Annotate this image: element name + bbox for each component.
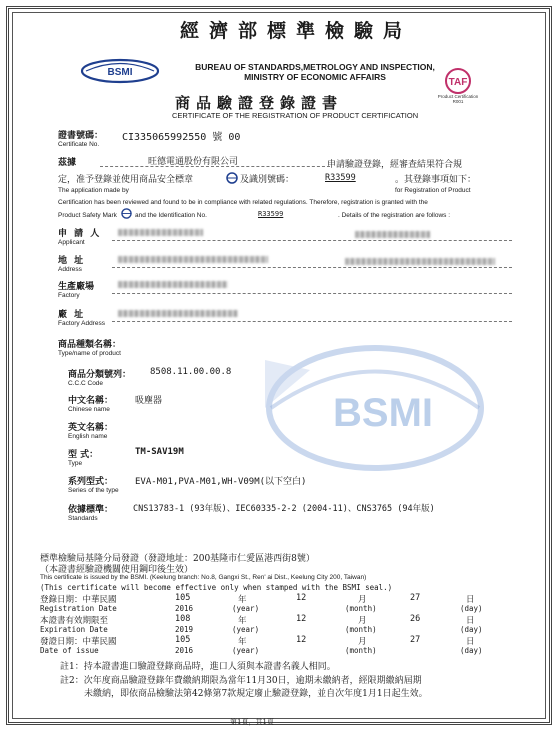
month-unit-en: (month) xyxy=(345,646,377,655)
en-line-3c: . Details of the registration are follows : xyxy=(338,212,450,219)
issue-date-year: 105 xyxy=(175,635,191,645)
registration-date-day: 27 xyxy=(410,593,421,603)
product-type-label-en: Type/name of product xyxy=(58,350,121,357)
month-unit-en: (month) xyxy=(345,625,377,634)
day-unit: 日 xyxy=(466,637,475,647)
issue-date-month: 12 xyxy=(296,635,307,645)
issue-date-label: 發證日期：中華民國 xyxy=(40,637,117,647)
factory-address-label: 廠 址 xyxy=(58,310,86,320)
factory-value-redacted xyxy=(118,281,228,288)
applicant-label: 申 請 人 xyxy=(58,229,102,239)
note-2a: 註2：次年度商品驗證登錄年費繳納期限為當年11月30日，逾期未繳納者，經限期繳納屆期 xyxy=(60,676,422,686)
year-unit: 年 xyxy=(238,637,247,647)
certificate-title-en: CERTIFICATE OF THE REGISTRATION OF PRODUCT CERTIFICATION xyxy=(172,111,419,120)
identification-no: R33599 xyxy=(325,173,356,183)
year-unit-en: (year) xyxy=(232,625,260,634)
month-unit-en: (month) xyxy=(345,604,377,613)
english-name-label-en: English name xyxy=(68,433,108,440)
type-label-en: Type xyxy=(68,460,83,467)
standards-label-en: Standards xyxy=(68,515,98,522)
day-unit-en: (day) xyxy=(460,625,483,634)
product-type-label: 商品種類名稱： xyxy=(58,340,122,350)
chinese-name-label: 中文名稱： xyxy=(68,396,114,406)
cert-no-value: CI335065992550 號 00 xyxy=(122,132,241,143)
factory-address-value-redacted xyxy=(118,310,238,317)
en-line-1: The application made by xyxy=(58,187,129,194)
year-unit: 年 xyxy=(238,616,247,626)
factory-label: 生產廠場 xyxy=(58,282,95,292)
product-safety-mark-icon-en xyxy=(121,208,132,219)
expiration-date-label-en: Expiration Date xyxy=(40,625,108,634)
day-unit-en: (day) xyxy=(460,604,483,613)
applicant-label-en: Applicant xyxy=(58,239,85,246)
applicant-underline xyxy=(112,240,512,241)
ccc-label-en: C.C.C Code xyxy=(68,380,104,387)
day-unit: 日 xyxy=(466,595,475,605)
registration-date-ad: 2016 xyxy=(175,604,194,613)
month-unit: 月 xyxy=(358,595,367,605)
month-unit: 月 xyxy=(358,616,367,626)
type-value: TM-SAV19M xyxy=(135,447,184,457)
issuer-line-2: （本證書經驗證機關使用鋼印後生效） xyxy=(40,565,194,575)
company-name: 旺德電通股份有限公司 xyxy=(148,157,239,167)
certificate-title-zh: 商品驗證登錄證書 xyxy=(175,94,344,112)
series-label: 系列型式： xyxy=(68,477,114,487)
apply-text: 申請驗證登錄，經審查結果符合規 xyxy=(327,160,463,170)
bureau-title-en-1: BUREAU OF STANDARDS,METROLOGY AND INSPECTION, xyxy=(195,62,435,72)
address-underline xyxy=(112,267,512,268)
factory-address-label-en: Factory Address xyxy=(58,320,105,327)
cert-no-label: 證書號碼： xyxy=(58,131,104,141)
issue-date-label-en: Date of issue xyxy=(40,646,99,655)
chinese-name-value: 吸塵器 xyxy=(135,396,163,406)
en-line-1b: for Registration of Product xyxy=(395,187,471,194)
expiration-date-day: 26 xyxy=(410,614,421,624)
day-unit: 日 xyxy=(466,616,475,626)
product-safety-mark-icon xyxy=(226,172,238,184)
type-label: 型 式： xyxy=(68,450,99,460)
issue-date-day: 27 xyxy=(410,635,421,645)
year-unit: 年 xyxy=(238,595,247,605)
expiration-date-month: 12 xyxy=(296,614,307,624)
applicant-value-redacted xyxy=(118,229,203,236)
svg-text:TAF: TAF xyxy=(448,77,468,88)
series-label-en: Series of the type xyxy=(68,487,119,494)
mark-line-zh-b: 及識別號碼： xyxy=(240,175,295,185)
registration-date-label: 登錄日期：中華民國 xyxy=(40,595,117,605)
issue-date-ad: 2016 xyxy=(175,646,194,655)
series-value: EVA-M01,PVA-M01,WH-V09M(以下空白) xyxy=(135,477,307,487)
factory-address-underline xyxy=(112,321,512,322)
en-line-3: Product Safety Mark xyxy=(58,212,117,219)
note-2b: 未繳納，即依商品檢驗法第42條第7款規定廢止驗證登錄，並自次年度1月1日起生效。 xyxy=(84,689,428,699)
expiration-date-label: 本證書有效期限至 xyxy=(40,616,109,626)
ccc-value: 8508.11.00.00.8 xyxy=(150,367,232,377)
note-1: 註1：持本證書進口驗證登錄商品時，進口人須與本證書名義人相同。 xyxy=(60,662,336,672)
bureau-title-zh: 經濟部標準檢驗局 xyxy=(180,20,413,42)
year-unit-en: (year) xyxy=(232,646,260,655)
svg-text:Product Certification: Product Certification xyxy=(437,94,479,99)
en-line-3b: and the Identification No. xyxy=(135,212,207,219)
standards-label: 依據標準： xyxy=(68,505,114,515)
ccc-label: 商品分類號列： xyxy=(68,370,132,380)
expiration-date-year: 108 xyxy=(175,614,191,624)
cert-no-label-en: Certificate No. xyxy=(58,141,100,148)
issuer-line-1: 標準檢驗局基隆分局發證（發證地址：200基隆市仁愛區港西街8號） xyxy=(40,554,315,564)
svg-text:BSMI: BSMI xyxy=(107,67,133,78)
bsmi-logo xyxy=(80,58,160,84)
month-unit: 月 xyxy=(358,637,367,647)
svg-text:BSMI: BSMI xyxy=(333,391,433,435)
expiration-date-ad: 2019 xyxy=(175,625,194,634)
address-label-en: Address xyxy=(58,266,82,273)
bsmi-watermark-seal xyxy=(265,340,485,475)
applicant-en-redacted xyxy=(355,231,430,238)
registration-date-month: 12 xyxy=(296,593,307,603)
mark-line-zh-c: 。其登錄事項如下： xyxy=(395,175,477,185)
chinese-name-label-en: Chinese name xyxy=(68,406,110,413)
mark-line-zh: 定，准予登錄並使用商品安全標章 xyxy=(58,175,194,185)
issuer-line-3: This certificate is issued by the BSMI. (Keelung branch: No.8, Gangxi St., Ren' ai Dist., Keelung City 200, Taiwan) xyxy=(40,574,367,581)
bureau-title-en-2: MINISTRY OF ECONOMIC AFFAIRS xyxy=(244,72,386,82)
address-value-redacted xyxy=(118,256,268,263)
day-unit-en: (day) xyxy=(460,646,483,655)
page-footer: 第1頁，共1頁 xyxy=(230,718,274,726)
identification-no-en: R33599 xyxy=(258,210,284,218)
registration-date-label-en: Registration Date xyxy=(40,604,117,613)
factory-label-en: Factory xyxy=(58,292,80,299)
year-unit-en: (year) xyxy=(232,604,260,613)
address-label: 地 址 xyxy=(58,256,86,266)
english-name-label: 英文名稱： xyxy=(68,423,114,433)
svg-text:R001: R001 xyxy=(452,99,464,104)
address-en-redacted xyxy=(345,258,495,265)
en-line-2: Certification has been reviewed and found to be in compliance with related regulations. Therefore, registration is granted with the xyxy=(58,199,428,206)
basis-label: 茲據 xyxy=(58,158,77,168)
standards-value: CNS13783-1 (93年版)、IEC60335-2-2 (2004-11)、CNS3765 (94年版) xyxy=(133,504,435,514)
factory-underline xyxy=(112,293,512,294)
issuer-line-4: (This certificate will become effective only when stamped with the BSMI seal.) xyxy=(40,583,393,592)
registration-date-year: 105 xyxy=(175,593,191,603)
company-underline xyxy=(100,166,330,167)
